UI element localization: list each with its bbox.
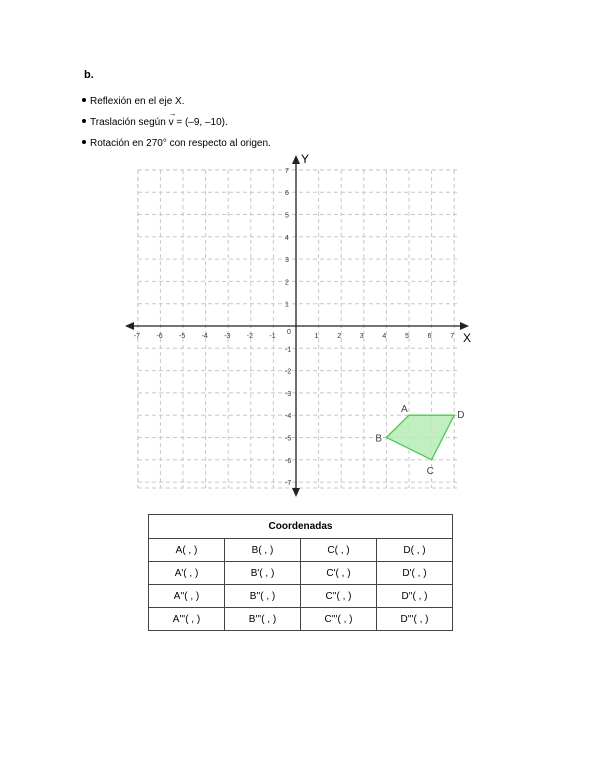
y-axis-label: Y [301,152,310,166]
table-row [149,562,453,585]
instruction-prefix: Traslación según [90,117,169,128]
table-cell: A'''( , ) [149,608,225,631]
vertex-label-d: D [457,410,465,422]
table-row [149,608,453,631]
x-tick-label: 6 [427,333,432,340]
section-label: b. [84,69,94,81]
y-tick-label: 3 [285,257,289,265]
x-tick-label: -2 [246,333,254,340]
x-tick-label: -6 [156,333,163,340]
y-axis-bottom-arrow-icon [292,488,300,497]
y-tick-label: 7 [285,167,289,175]
table-cell: C'( , ) [301,562,377,585]
x-tick-label: -3 [224,333,231,340]
x-tick-label: -4 [201,333,208,340]
vector-arrow-icon: → [168,109,177,118]
y-axis-top-arrow-icon [292,155,300,164]
table-cell: C( , ) [301,539,377,562]
y-tick-label: -4 [285,413,292,421]
y-tick-label: 5 [285,212,289,220]
table-cell: B''( , ) [225,585,301,608]
y-tick-label: 4 [285,234,289,242]
x-tick-label: -7 [133,333,141,340]
x-tick-label: 2 [337,333,342,340]
table-cell: D( , ) [377,539,453,562]
instruction-text: Reflexión en el eje X. [90,96,185,107]
y-tick-label: -2 [285,368,292,376]
table-cell: D'( , ) [377,562,453,585]
x-tick-label: -1 [269,333,276,340]
table-cell: A( , ) [149,539,225,562]
x-tick-label: 3 [359,333,364,340]
table-cell: B'( , ) [225,562,301,585]
table-cell: A''( , ) [149,585,225,608]
table-cell: B'''( , ) [225,608,301,631]
x-tick-label: 7 [450,333,455,340]
table-cell: A'( , ) [149,562,225,585]
y-tick-label: -5 [285,435,292,443]
table-row [149,585,453,608]
vertex-label-c: C [426,465,434,477]
origin-label: 0 [287,329,291,336]
x-tick-label: 1 [314,333,319,340]
quadrilateral-abcd [386,415,454,460]
instruction-suffix: = (–9, –10). [173,117,228,128]
table-cell: C''( , ) [301,585,377,608]
y-tick-label: -1 [285,346,292,354]
y-tick-label: -7 [285,480,292,488]
x-axis-left-arrow-icon [125,322,134,330]
table-cell: B( , ) [225,539,301,562]
y-tick-label: 6 [285,190,289,198]
x-tick-label: 4 [382,333,387,340]
vertex-label-a: A [401,404,408,416]
y-tick-label: -3 [285,390,292,398]
x-tick-label: -5 [179,333,186,340]
table-cell: D'''( , ) [377,608,453,631]
table-header: Coordenadas [149,515,453,539]
vector-symbol: → v [168,109,177,128]
instruction-text: Rotación en 270° con respecto al origen. [90,138,271,149]
y-tick-label: 1 [285,301,289,309]
x-axis-label: X [463,331,472,345]
y-tick-label: 2 [285,279,289,287]
table-cell: D''( , ) [377,585,453,608]
table-row [149,539,453,562]
coordinates-table [148,514,453,631]
y-tick-label: -6 [285,457,292,465]
x-tick-label: 5 [405,333,409,340]
x-axis-right-arrow-icon [460,322,469,330]
vertex-label-b: B [375,433,383,445]
table-cell: C'''( , ) [301,608,377,631]
